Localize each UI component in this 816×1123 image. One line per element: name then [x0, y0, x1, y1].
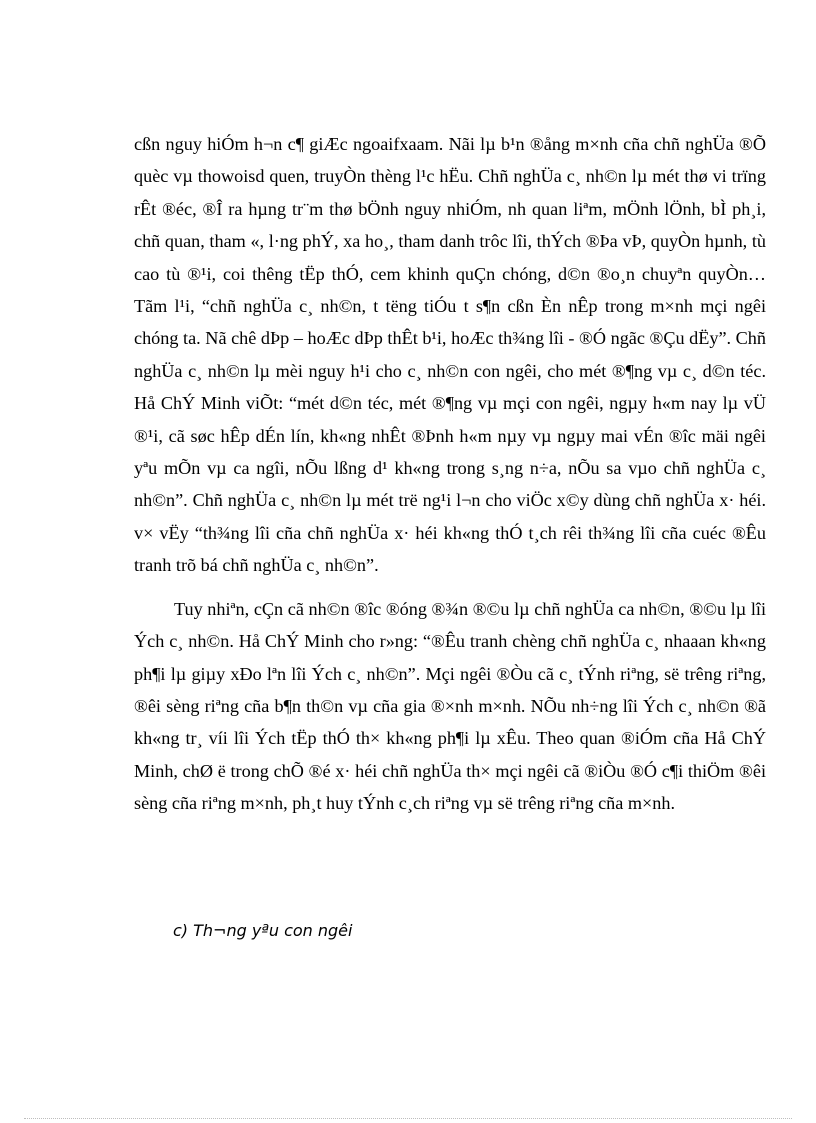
paragraph-2: Tuy nhiªn, cÇn cã nh©n ®îc ®óng ®¾n ®©u lµ chñ nghÜa ca nh©n, ®©u lµ lîi Ých c¸ nh©n. Hå ChÝ Minh cho r»ng: “®Êu tranh chèng chñ nghÜa c¸ nhaaan kh«ng ph¶i lµ giµy xÐo lªn lîi Ých c¸ nh©n”. Mçi ngêi ®Òu cã c¸ tÝnh riªng, së trêng riªng, ®êi sèng riªng cña b¶n th©n vµ cña gia ®×nh m×nh. NÕu nh÷ng lîi Ých c¸ nh©n ®ã kh«ng tr¸ víi lîi Ých tËp thÓ th× kh«ng ph¶i lµ xÊu. Theo quan ®iÓm cña Hå ChÝ Minh, chØ ë trong chÕ ®é x· héi chñ nghÜa th× mçi ngêi cã ®iÒu ®Ó c¶i thiÖm ®êi sèng cña riªng m×nh, ph¸t huy tÝnh c¸ch riªng vµ së trêng riªng cña m×nh.	[134, 598, 766, 814]
page-bottom-divider	[24, 1118, 792, 1119]
paragraph-1: cßn nguy hiÓm h¬n c¶ giÆc ngoaifxaam. Nãi lµ b¹n ®ång m×nh cña chñ nghÜa ®Õ quèc vµ thowoisd quen, truyÒn thèng l¹c hËu. Chñ nghÜa c¸ nh©n lµ mét thø vi trïng rÊt ®éc, ®Î ra hµng tr¨m thø bÖnh nguy nhiÓm, nh quan liªm, mÖnh lÖnh, bÌ ph¸i, chñ quan, tham «, l·ng phÝ, xa ho¸, tham danh trôc lîi, thÝch ®Þa vÞ, quyÒn hµnh, tù cao tù ®¹i, coi thêng tËp thÓ, cem khinh quÇn chóng, d©n ®o¸n chuyªn quyÒn… Tãm l¹i, “chñ nghÜa c¸ nh©n, t tëng tiÓu t s¶n cßn Èn nÊp trong m×nh mçi ngêi chóng ta. Nã chê dÞp – hoÆc dÞp thÊt b¹i, hoÆc th¾ng lîi - ®Ó ngãc ®Çu dËy”. Chñ nghÜa c¸ nh©n lµ mèi nguy h¹i cho c¸ nh©n con ngêi, cho mét ®¶ng vµ c¸ d©n téc. Hå ChÝ Minh viÕt: “mét d©n téc, mét ®¶ng vµ mçi con ngêi, ngµy h«m nay lµ vÜ ®¹i, cã søc hÊp dÉn lín, kh«ng nhÊt ®Þnh h«m nµy vµ ngµy mai vÉn ®îc mäi ngêi yªu mÕn vµ ca ngîi, nÕu lßng d¹ kh«ng trong s¸ng n÷a, nÕu sa vµo chñ nghÜa c¸ nh©n”. Chñ nghÜa c¸ nh©n lµ mét trë ng¹i l¬n cho viÖc x©y dùng chñ nghÜa x· héi. v× vËy “th¾ng lîi cña chñ nghÜa x· héi kh«ng thÓ t¸ch rêi th¾ng lîi cña cuéc ®Êu tranh trõ bá chñ nghÜa c¸ nh©n”.	[134, 134, 766, 576]
body-text	[134, 128, 766, 820]
section-heading: c) Th¬ng yªu con ngêi	[173, 921, 353, 940]
